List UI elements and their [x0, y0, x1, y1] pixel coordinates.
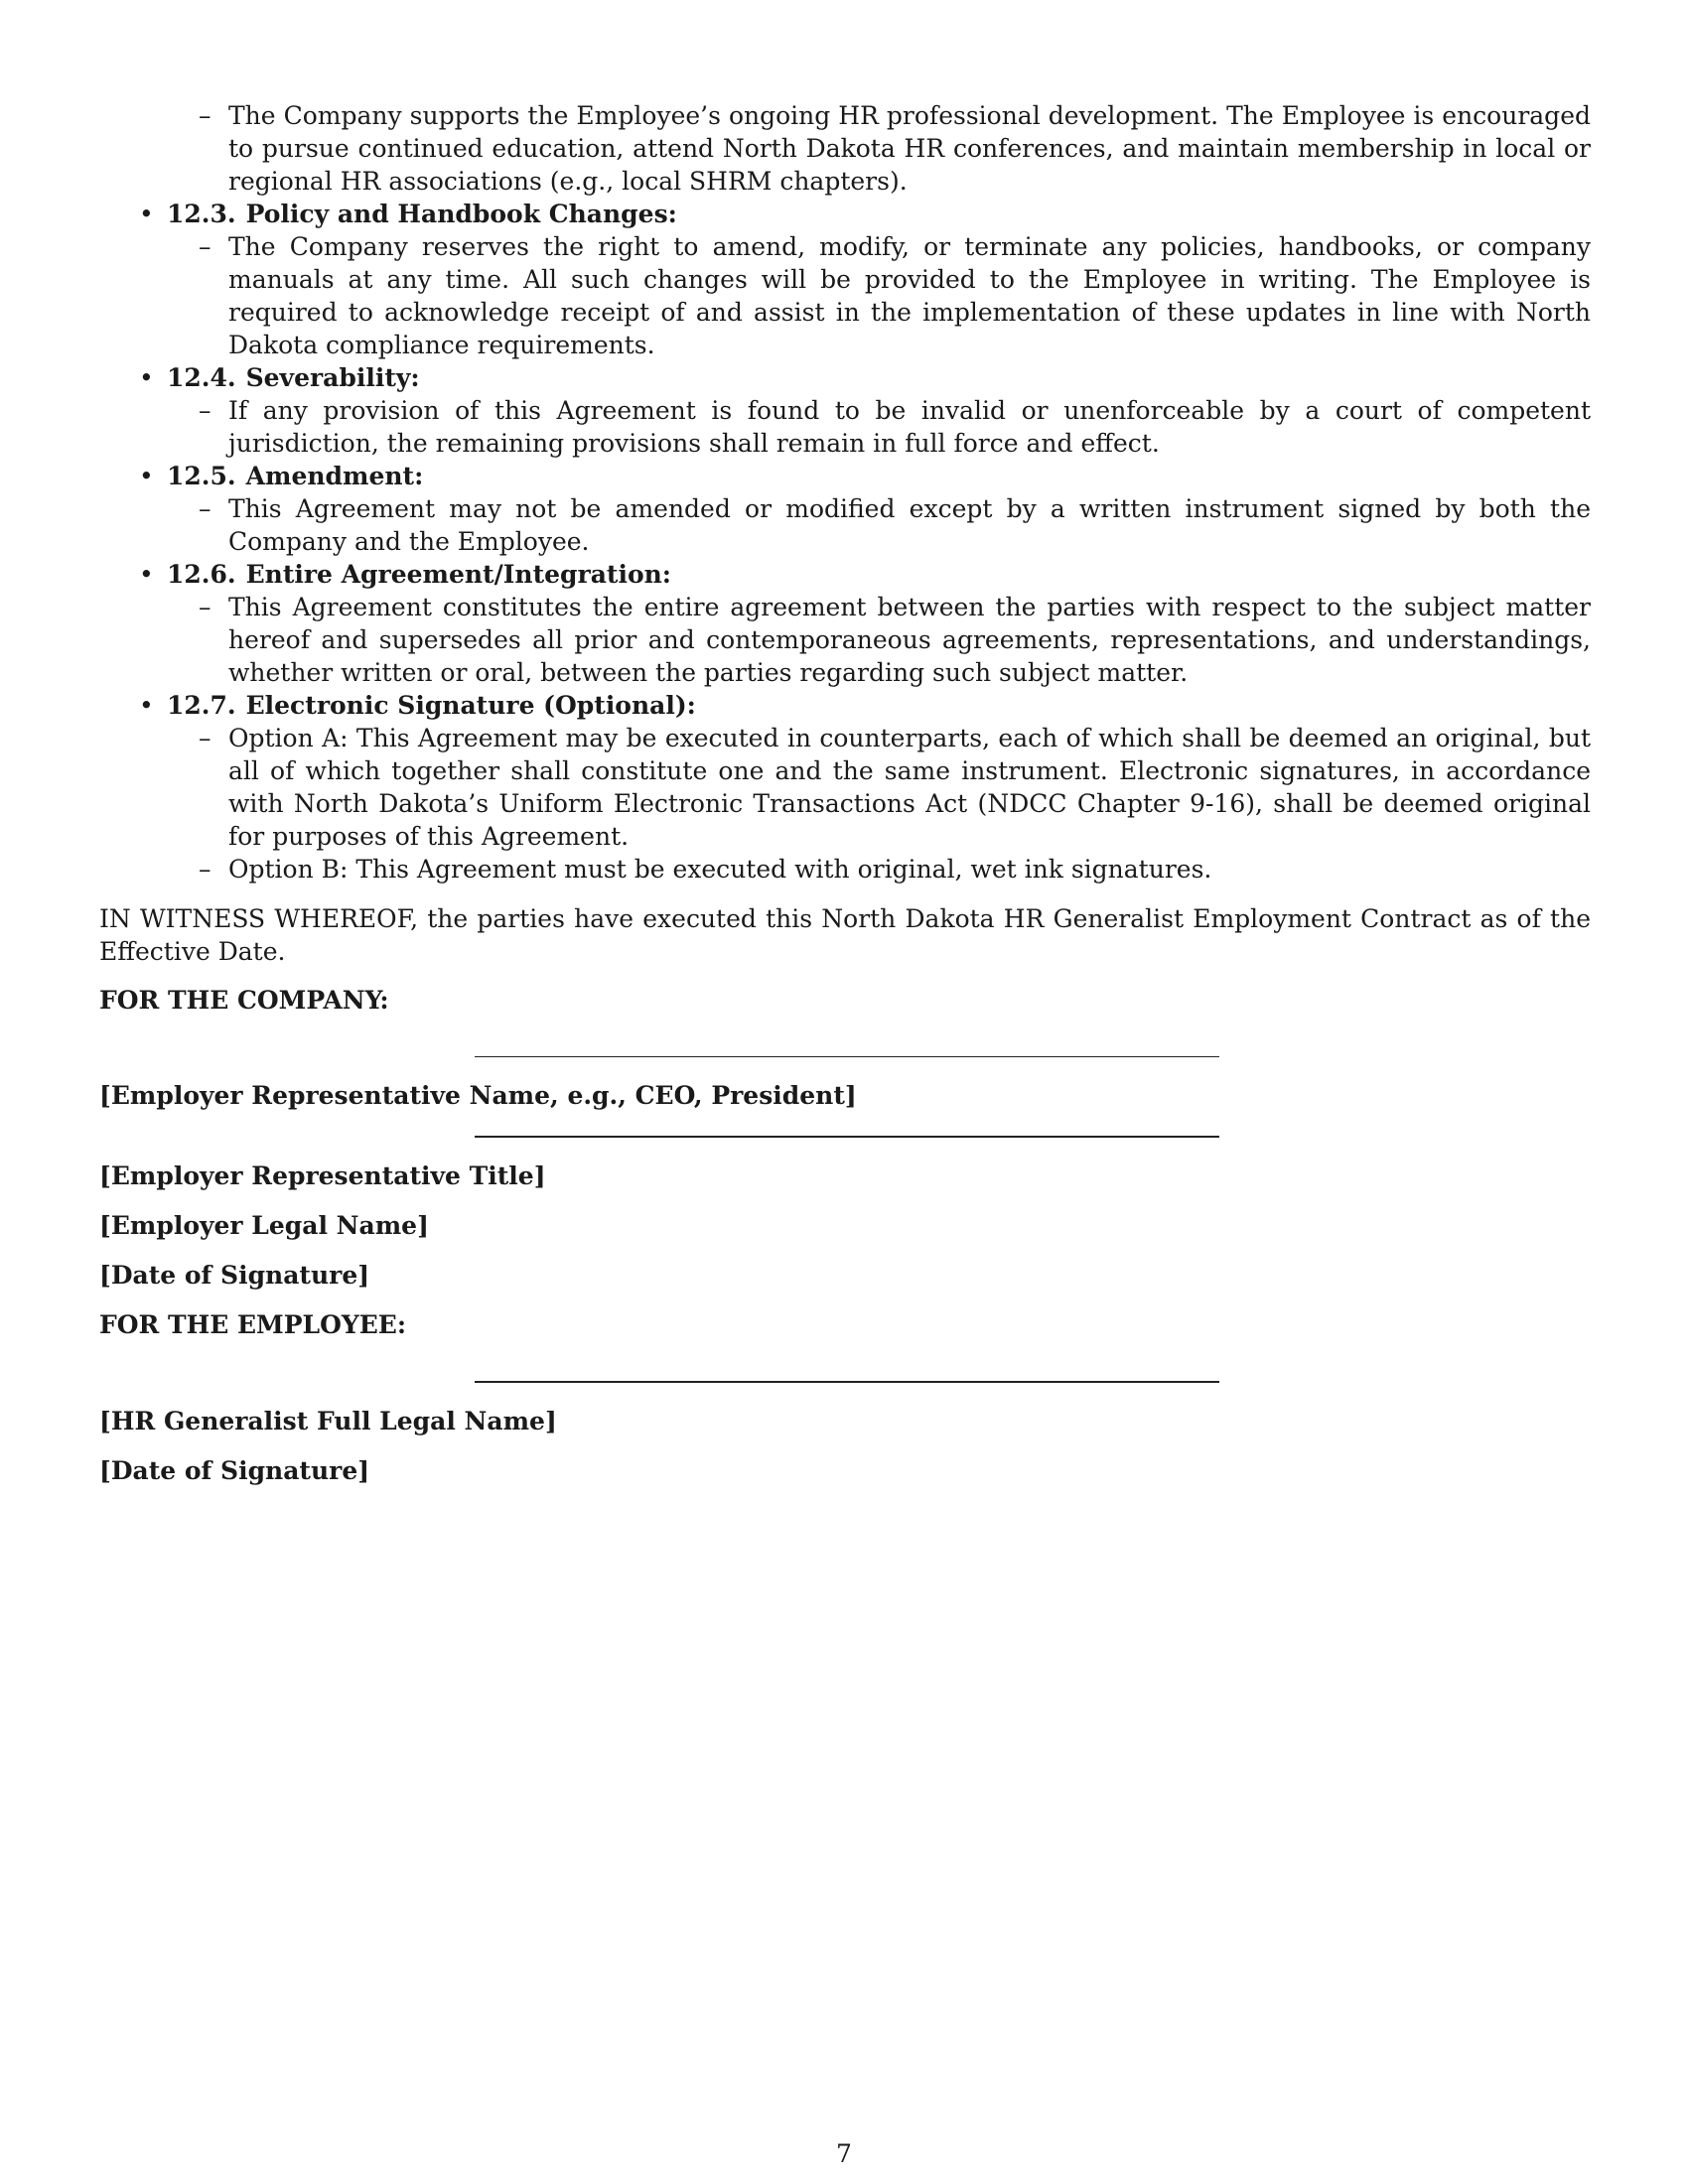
- clause-12-3-text: [199, 230, 1591, 361]
- subclause-text: This Agreement may not be amended or modified except by a written instrument signed by both the Company and the Employee.: [228, 494, 1591, 556]
- company-title-line: [475, 1136, 1219, 1138]
- dash-marker: –: [199, 396, 211, 425]
- company-legal-name: [Employer Legal Name]: [99, 1211, 429, 1240]
- bullet-marker: •: [139, 363, 154, 392]
- clause-12-7-option-a: [199, 722, 1591, 853]
- employee-signature-date: [Date of Signature]: [99, 1456, 370, 1485]
- dash-marker: –: [199, 855, 211, 884]
- clause-title: Amendment:: [245, 462, 424, 490]
- witness-paragraph: IN WITNESS WHEREOF, the parties have executed this North Dakota HR Generalist Employment Contract as of the Effective Date.: [99, 904, 1591, 966]
- clause-title: Policy and Handbook Changes:: [245, 200, 677, 228]
- clause-number: 12.3.: [167, 200, 236, 228]
- clause-number: 12.6.: [167, 560, 236, 589]
- bullet-marker: •: [139, 200, 154, 228]
- clause-12-4-heading: [139, 361, 1591, 394]
- clause-12-7-option-b: [199, 853, 1591, 886]
- subclause-12-2-tail: [199, 99, 1591, 198]
- subclause-text: If any provision of this Agreement is found to be invalid or unenforceable by a court of competent jurisdiction, the remaining provisions shall remain in full force and effect.: [228, 396, 1591, 458]
- page-number: 7: [836, 2139, 852, 2168]
- subclause-text: The Company reserves the right to amend, modify, or terminate any policies, handbooks, or company manuals at any time. All such changes will be provided to the Employee in writing. The Employee is required to acknowledge receipt of and assist in the implementation of these updates in line with North Dakota compliance requirements.: [228, 232, 1591, 359]
- clause-12-5-heading: [139, 460, 1591, 492]
- subclause-text: This Agreement constitutes the entire agreement between the parties with respect to the subject matter hereof and supersedes all prior and contemporaneous agreements, representations, and understandings, whether written or oral, between the parties regarding such subject matter.: [228, 593, 1591, 687]
- clause-number: 12.7.: [167, 691, 236, 720]
- dash-marker: –: [199, 593, 211, 621]
- dash-marker: –: [199, 724, 211, 752]
- subclause-text: The Company supports the Employee’s ongoing HR professional development. The Employee is encouraged to pursue continued education, attend North Dakota HR conferences, and maintain membership in local or regional HR associations (e.g., local SHRM chapters).: [228, 101, 1591, 196]
- clause-number: 12.5.: [167, 462, 236, 490]
- dash-marker: –: [199, 101, 211, 130]
- clause-title: Electronic Signature (Optional):: [245, 691, 696, 720]
- subclause-text: Option B: This Agreement must be executed with original, wet ink signatures.: [228, 855, 1212, 884]
- employee-name: [HR Generalist Full Legal Name]: [99, 1407, 557, 1435]
- clause-12-7-heading: [139, 689, 1591, 722]
- clause-12-6-text: [199, 591, 1591, 689]
- clause-12-4-text: [199, 394, 1591, 460]
- company-rep-name: [Employer Representative Name, e.g., CEO, President]: [99, 1081, 857, 1110]
- clause-title: Severability:: [245, 363, 420, 392]
- clause-number: 12.4.: [167, 363, 236, 392]
- employee-signature-line: [475, 1381, 1219, 1383]
- employee-heading: FOR THE EMPLOYEE:: [99, 1310, 407, 1339]
- clause-12-5-text: [199, 492, 1591, 558]
- clause-title: Entire Agreement/Integration:: [245, 560, 672, 589]
- company-rep-title: [Employer Representative Title]: [99, 1161, 546, 1190]
- clause-12-3-heading: [139, 198, 1591, 230]
- company-signature-line: [475, 1056, 1219, 1057]
- company-signature-date: [Date of Signature]: [99, 1261, 370, 1290]
- company-heading: FOR THE COMPANY:: [99, 986, 389, 1015]
- subclause-text: Option A: This Agreement may be executed in counterparts, each of which shall be deemed an original, but all of which together shall constitute one and the same instrument. Electronic signatures, in accordance with North Dakota’s Uniform Electronic Transactions Act (NDCC Chapter 9-16), shall be deemed original for purposes of this Agreement.: [228, 724, 1591, 851]
- document-page: [99, 99, 1591, 1487]
- dash-marker: –: [199, 232, 211, 261]
- bullet-marker: •: [139, 462, 154, 490]
- bullet-marker: •: [139, 560, 154, 589]
- dash-marker: –: [199, 494, 211, 523]
- bullet-marker: •: [139, 691, 154, 720]
- clause-12-6-heading: [139, 558, 1591, 591]
